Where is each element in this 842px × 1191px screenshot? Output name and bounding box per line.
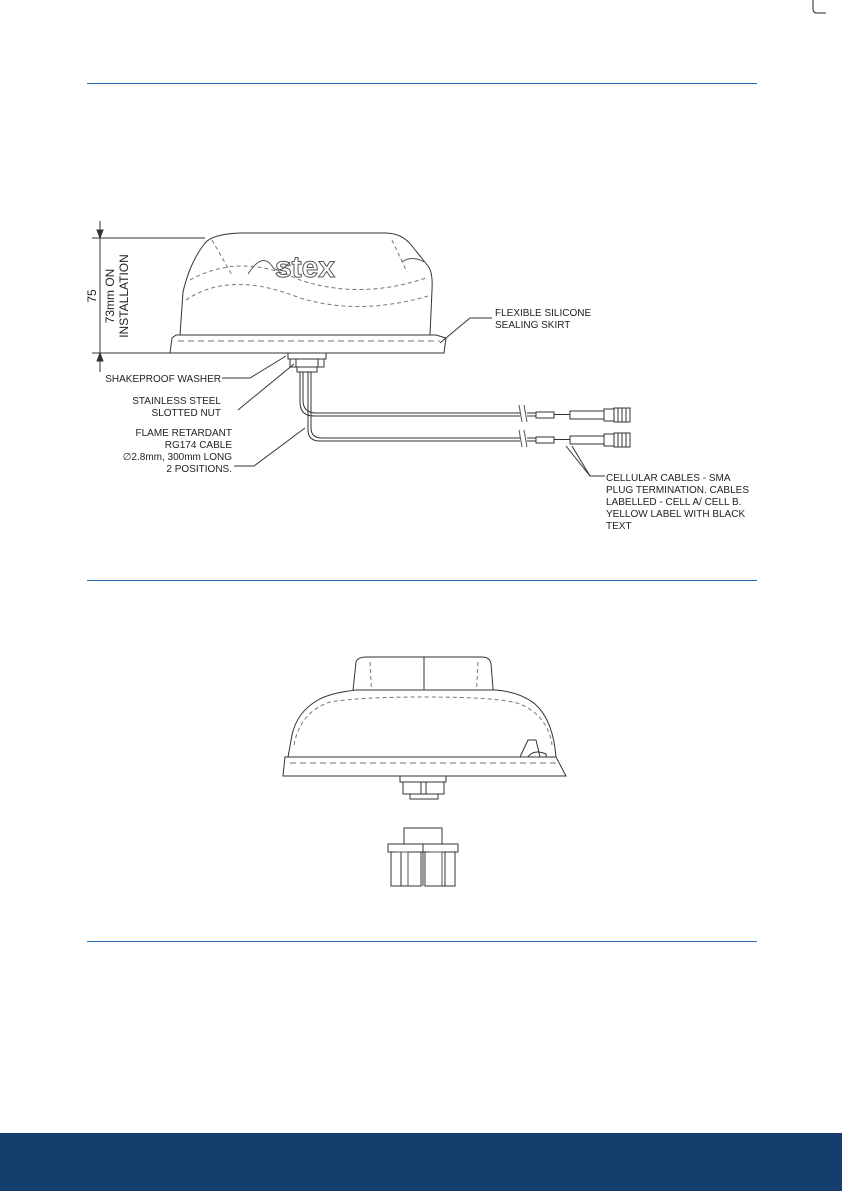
label-skirt-line2: SEALING SKIRT (495, 320, 571, 331)
dimension-note-1: 73mm ON (103, 268, 117, 324)
label-nut-line2: SLOTTED NUT (151, 408, 221, 419)
label-skirt-line1: FLEXIBLE SILICONE (495, 308, 592, 319)
label-cellular-line3: LABELLED - CELL A/ CELL B. (606, 497, 742, 508)
label-cellular-line2: PLUG TERMINATION. CABLES (606, 485, 749, 496)
antenna-front-view (283, 657, 566, 886)
label-cable-line1: FLAME RETARDANT (135, 428, 232, 439)
label-cable-line2: RG174 CABLE (164, 440, 232, 451)
antenna-side-view (170, 233, 630, 447)
dimension-note-2: INSTALLATION (117, 254, 131, 338)
dimension-value: 75 (85, 289, 99, 303)
brand-logo-text: stex (275, 251, 336, 284)
label-cable-line3: ∅2.8mm, 300mm LONG (122, 452, 232, 463)
label-cellular-line5: TEXT (606, 521, 632, 532)
label-nut-line1: STAINLESS STEEL (132, 396, 221, 407)
page-footer-bar (0, 1133, 842, 1191)
label-cable-line4: 2 POSITIONS. (166, 464, 232, 475)
label-cellular-line4: YELLOW LABEL WITH BLACK (606, 509, 746, 520)
label-cellular-line1: CELLULAR CABLES - SMA (606, 473, 731, 484)
label-washer: SHAKEPROOF WASHER (105, 374, 221, 385)
